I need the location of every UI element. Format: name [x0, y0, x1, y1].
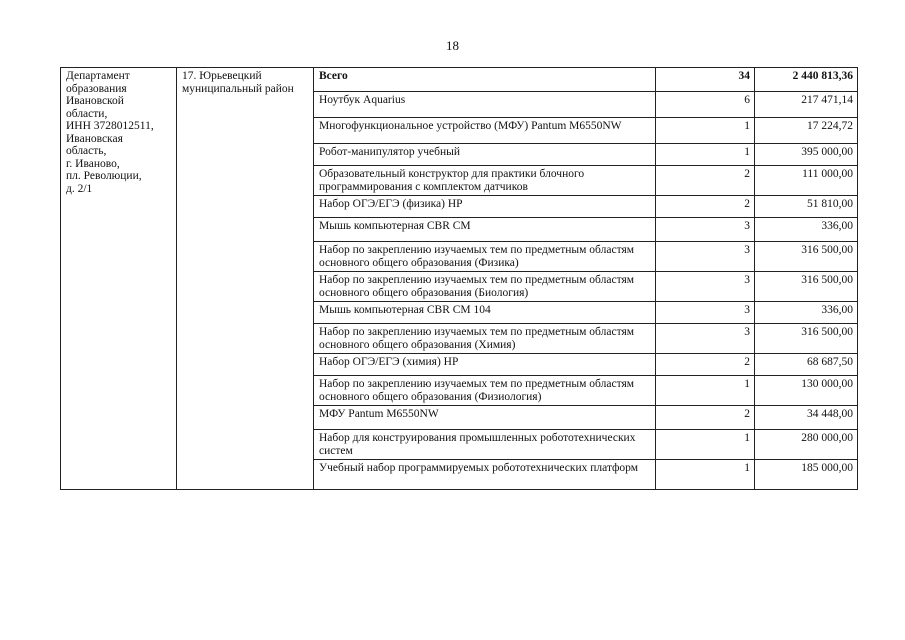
item-quantity: 3 [656, 242, 755, 272]
owner-line: области, [66, 107, 108, 120]
item-name: Образовательный конструктор для практики блочного программирования с комплектом датчиков [314, 166, 656, 196]
item-sum: 217 471,14 [755, 92, 858, 118]
owner-line: ИНН 3728012511, [66, 120, 154, 132]
item-name: МФУ Pantum M6550NW [314, 406, 656, 430]
item-sum: 51 810,00 [755, 196, 858, 218]
owner-line: Ивановская [66, 132, 123, 145]
item-sum: 336,00 [755, 218, 858, 242]
total-label: Всего [314, 68, 656, 92]
district-line: 17. Юрьевецкий [182, 70, 262, 82]
item-quantity: 6 [656, 92, 755, 118]
item-name: Многофункциональное устройство (МФУ) Pantum M6550NW [314, 118, 656, 144]
owner-line: г. Иваново, [66, 157, 120, 170]
item-name: Набор ОГЭ/ЕГЭ (химия) НР [314, 354, 656, 376]
owner-line: Ивановской [66, 95, 124, 107]
item-sum: 185 000,00 [755, 460, 858, 490]
item-sum: 316 500,00 [755, 272, 858, 302]
item-quantity: 3 [656, 272, 755, 302]
owner-line: пл. Революции, [66, 170, 142, 182]
item-quantity: 3 [656, 324, 755, 354]
total-quantity: 34 [656, 68, 755, 92]
item-sum: 316 500,00 [755, 242, 858, 272]
item-name: Ноутбук Aquarius [314, 92, 656, 118]
owner-line: д. 2/1 [66, 182, 93, 195]
owner-text [66, 70, 172, 195]
item-name: Набор по закреплению изучаемых тем по предметным областям основного общего образования (Химия) [314, 324, 656, 354]
item-name: Набор по закреплению изучаемых тем по предметным областям основного общего образования (Биология) [314, 272, 656, 302]
item-sum: 395 000,00 [755, 144, 858, 166]
item-sum: 34 448,00 [755, 406, 858, 430]
item-sum: 111 000,00 [755, 166, 858, 196]
total-sum: 2 440 813,36 [755, 68, 858, 92]
item-quantity: 3 [656, 302, 755, 324]
page-number: 18 [446, 38, 459, 53]
item-name: Набор по закреплению изучаемых тем по предметным областям основного общего образования (Физика) [314, 242, 656, 272]
district-text [182, 70, 309, 95]
item-quantity: 1 [656, 430, 755, 460]
item-name: Набор по закреплению изучаемых тем по предметным областям основного общего образования (Физиология) [314, 376, 656, 406]
item-quantity: 1 [656, 118, 755, 144]
item-name: Робот-манипулятор учебный [314, 144, 656, 166]
item-quantity: 2 [656, 354, 755, 376]
item-name: Мышь компьютерная CBR CM [314, 218, 656, 242]
district-line: муниципальный район [182, 82, 294, 95]
item-quantity: 1 [656, 460, 755, 490]
item-sum: 17 224,72 [755, 118, 858, 144]
item-sum: 336,00 [755, 302, 858, 324]
item-quantity: 3 [656, 218, 755, 242]
owner-line: Департамент [66, 70, 130, 82]
item-sum: 68 687,50 [755, 354, 858, 376]
item-name: Набор для конструирования промышленных робототехнических систем [314, 430, 656, 460]
owner-line: область, [66, 145, 107, 157]
item-name: Набор ОГЭ/ЕГЭ (физика) НР [314, 196, 656, 218]
item-name: Мышь компьютерная CBR CM 104 [314, 302, 656, 324]
item-quantity: 2 [656, 166, 755, 196]
owner-cell [61, 68, 177, 490]
item-quantity: 1 [656, 376, 755, 406]
item-name: Учебный набор программируемых робототехнических платформ [314, 460, 656, 490]
equipment-table [60, 67, 858, 490]
item-quantity: 1 [656, 144, 755, 166]
owner-line: образования [66, 82, 127, 95]
item-sum: 316 500,00 [755, 324, 858, 354]
item-sum: 130 000,00 [755, 376, 858, 406]
item-sum: 280 000,00 [755, 430, 858, 460]
district-cell [177, 68, 314, 490]
item-quantity: 2 [656, 196, 755, 218]
total-row [61, 68, 858, 92]
item-quantity: 2 [656, 406, 755, 430]
